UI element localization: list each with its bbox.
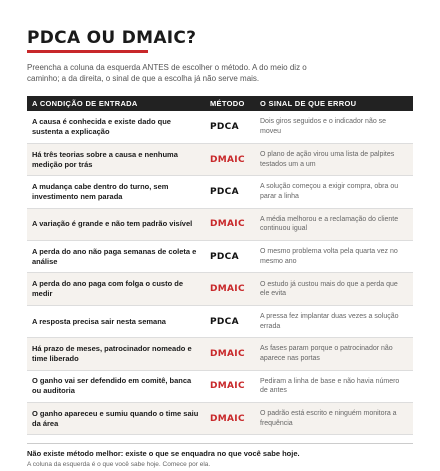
condition-cell: A variação é grande e não tem padrão visível <box>32 219 193 229</box>
signal-cell: O padrão está escrito e ninguém monitora a frequência <box>260 410 397 427</box>
method-cell: PDCA <box>210 251 239 262</box>
page-title: PDCA OU DMAIC? <box>27 28 197 48</box>
condition-cell: A causa é conhecida e existe dado que sustenta a explicação <box>32 116 171 136</box>
signal-cell: Pediram a linha de base e não havia número de antes <box>260 377 400 395</box>
signal-cell: Dois giros seguidos e o indicador não se moveu <box>260 118 387 135</box>
table-row <box>27 241 413 273</box>
signal-cell: O estudo já custou mais do que a perda que ele evita <box>260 280 398 298</box>
condition-cell: O ganho vai ser defendido em comitê, banca ou auditoria <box>32 376 192 396</box>
column-header-method: MÉTODO <box>205 96 255 111</box>
footer <box>27 443 413 469</box>
condition-cell: A perda do ano paga com folga o custo de medir <box>32 279 183 299</box>
table-row <box>27 143 413 175</box>
method-cell: PDCA <box>210 121 239 132</box>
method-cell: DMAIC <box>210 219 245 230</box>
method-cell: DMAIC <box>210 348 245 359</box>
intro-text: Preencha a coluna da esquerda ANTES de escolher o método. A do meio diz o caminho; a da direita, o sinal de que a escolha já não serve mais. <box>27 63 307 83</box>
signal-cell: A solução começou a exigir compra, obra ou parar a linha <box>260 183 399 200</box>
method-cell: PDCA <box>210 186 239 197</box>
table-row <box>27 370 413 402</box>
condition-cell: A perda do ano não paga semanas de coleta e análise <box>32 246 197 266</box>
table-row <box>27 208 413 240</box>
method-cell: DMAIC <box>210 284 245 295</box>
title-underline <box>27 50 148 53</box>
table-header-row <box>27 96 413 111</box>
table-row <box>27 176 413 208</box>
footer-note: A coluna da esquerda é o que você sabe hoje. Comece por ela. <box>27 461 211 468</box>
signal-cell: O mesmo problema volta pela quarta vez no mesmo ano <box>260 248 398 265</box>
table-row <box>27 338 413 370</box>
signal-cell: As fases param porque o patrocinador não aparece nas portas <box>260 345 393 362</box>
condition-cell: Há prazo de meses, patrocinador nomeado e time liberado <box>32 343 192 363</box>
table-row <box>27 305 413 337</box>
condition-cell: A mudança cabe dentro do turno, sem investimento nem parada <box>32 181 169 201</box>
decision-table <box>27 96 413 435</box>
signal-cell: O plano de ação virou uma lista de palpites testados um a um <box>260 151 395 168</box>
method-cell: DMAIC <box>210 413 245 424</box>
table-row <box>27 111 413 143</box>
condition-cell: O ganho apareceu e sumiu quando o time saiu da área <box>32 408 199 428</box>
column-header-signal: O SINAL DE QUE ERROU <box>255 96 413 111</box>
method-cell: DMAIC <box>210 381 245 392</box>
signal-cell: A média melhorou e a reclamação do cliente continuou igual <box>260 215 399 233</box>
footer-statement: Não existe método melhor: existe o que se enquadra no que você sabe hoje. <box>27 449 300 458</box>
table-row <box>27 403 413 435</box>
condition-cell: Há três teorias sobre a causa e nenhuma medição por trás <box>32 149 178 169</box>
signal-cell: A pressa fez implantar duas vezes a solução errada <box>260 313 399 330</box>
condition-cell: A resposta precisa sair nesta semana <box>32 316 166 326</box>
table-row <box>27 273 413 305</box>
method-cell: DMAIC <box>210 154 245 165</box>
column-header-condition: A CONDIÇÃO DE ENTRADA <box>27 96 205 111</box>
method-cell: PDCA <box>210 316 239 327</box>
